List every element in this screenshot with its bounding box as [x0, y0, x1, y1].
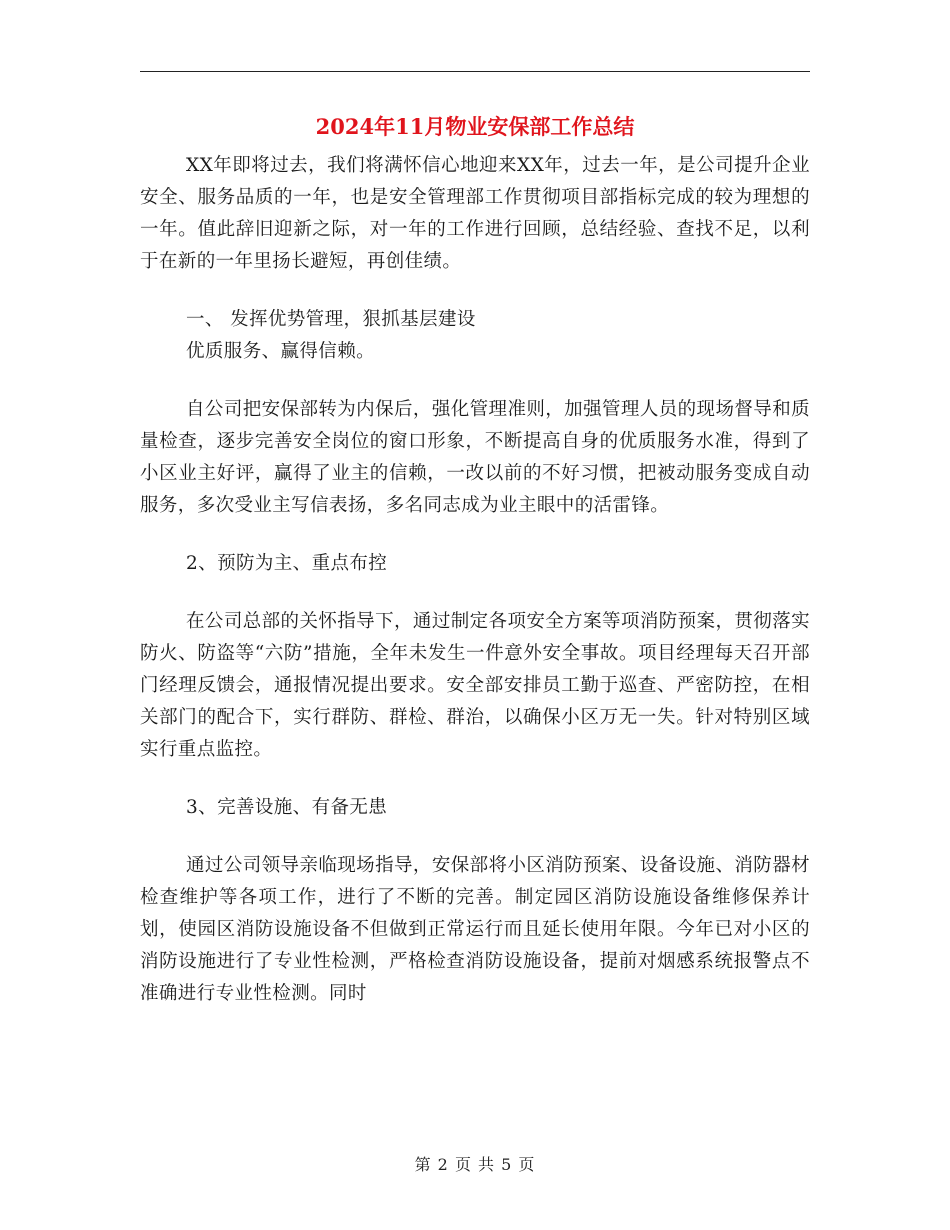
document-body: [140, 150, 810, 1010]
section-3-body: 通过公司领导亲临现场指导，安保部将小区消防预案、设备设施、消防器材检查维护等各项工作，进行了不断的完善。制定园区消防设施设备维修保养计划，使园区消防设施设备不但做到正常运行而且延长使用年限。今年已对小区的消防设施进行了专业性检测，严格检查消防设施设备，提前对烟感系统报警点不准确进行专业性检测。同时: [140, 855, 810, 1004]
section-2-heading: 2、预防为主、重点布控: [186, 553, 388, 574]
document-title: 2024年11月物业安保部工作总结: [315, 114, 635, 139]
section-1-body: 自公司把安保部转为内保后，强化管理准则，加强管理人员的现场督导和质量检查，逐步完善安全岗位的窗口形象，不断提高自身的优质服务水准，得到了小区业主好评，赢得了业主的信赖，一改以前的不好习惯，把被动服务变成自动服务，多次受业主写信表扬，多名同志成为业主眼中的活雷锋。: [140, 399, 810, 516]
page-number: 第 2 页 共 5 页: [414, 1155, 536, 1174]
intro-paragraph: XX年即将过去，我们将满怀信心地迎来XX年，过去一年，是公司提升企业安全、服务品质的一年，也是安全管理部工作贯彻项目部指标完成的较为理想的一年。值此辞旧迎新之际，对一年的工作进行回顾，总结经验、查找不足，以利于在新的一年里扬长避短，再创佳绩。: [140, 155, 810, 272]
section-1-subheading: 优质服务、赢得信赖。: [186, 341, 376, 362]
section-3-heading: 3、完善设施、有备无患: [186, 797, 388, 818]
section-2-body: 在公司总部的关怀指导下，通过制定各项安全方案等项消防预案，贯彻落实防火、防盗等“六防”措施，全年未发生一件意外安全事故。项目经理每天召开部门经理反馈会，通报情况提出要求。安全部安排员工勤于巡查、严密防控，在相关部门的配合下，实行群防、群检、群治，以确保小区万无一失。针对特别区域实行重点监控。: [140, 611, 810, 760]
section-1-heading: 一、 发挥优势管理，狠抓基层建设: [186, 309, 476, 330]
header-rule: [140, 71, 810, 72]
